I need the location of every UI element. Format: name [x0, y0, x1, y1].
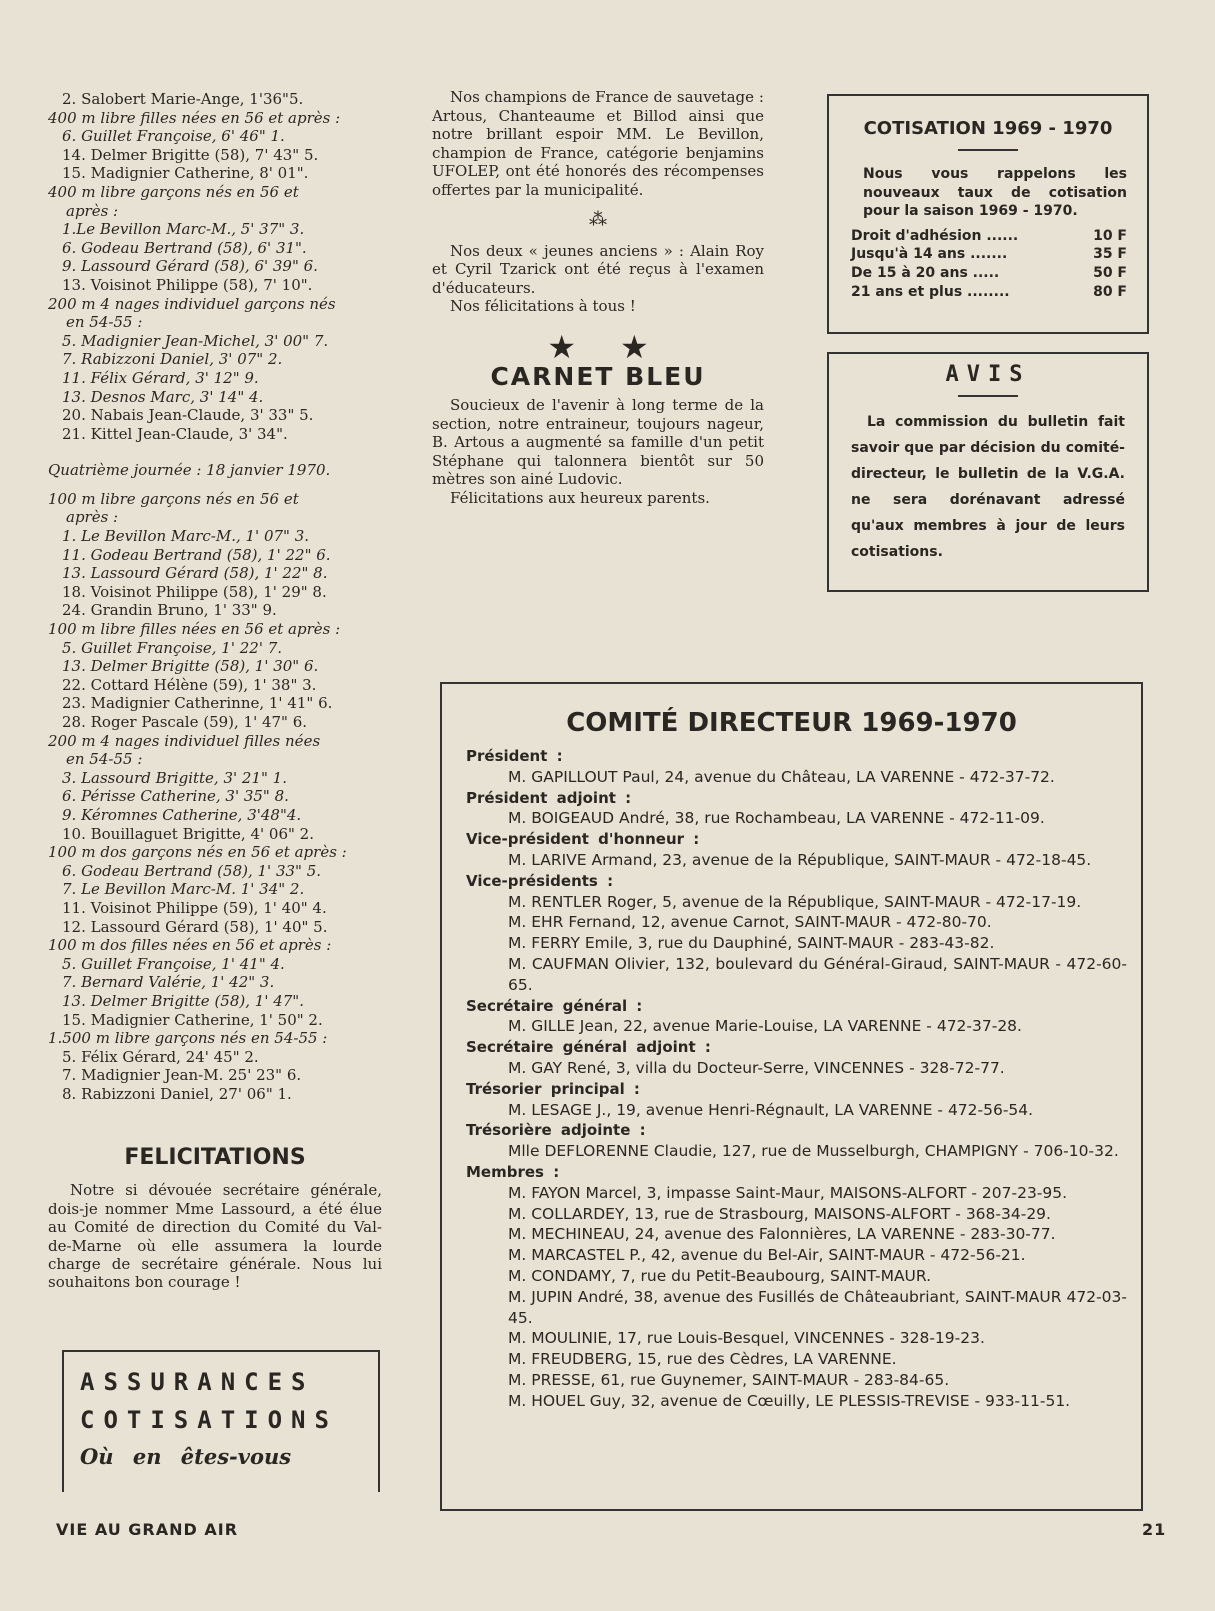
assurances-line3: Où en êtes-vous [80, 1444, 292, 1469]
comite-role: Trésorière adjointe : [466, 1121, 646, 1140]
result-line: 28. Roger Pascale (59), 1' 47" 6. [62, 713, 308, 731]
comite-member: M. MOULINIE, 17, rue Louis-Besquel, VINCENNES - 328-19-23. [508, 1329, 985, 1348]
divider [958, 149, 1018, 151]
result-line: 7. Rabizzoni Daniel, 3' 07" 2. [62, 350, 283, 369]
comite-member: M. FAYON Marcel, 3, impasse Saint-Maur, MAISONS-ALFORT - 207-23-95. [508, 1183, 1068, 1202]
result-line: 15. Madignier Catherine, 8' 01". [62, 164, 309, 183]
comite-member: M. MARCASTEL P., 42, avenue du Bel-Air, SAINT-MAUR - 472-56-21. [508, 1246, 1026, 1265]
result-line: 8. Rabizzoni Daniel, 27' 06" 1. [62, 1084, 292, 1103]
rate-value: 10 F [1093, 227, 1127, 244]
result-line: 2. Salobert Marie-Ange, 1'36"5. [62, 90, 304, 108]
assurances-line2: COTISATIONS [80, 1406, 338, 1434]
comite-member: M. FERRY Emile, 3, rue du Dauphiné, SAINT-MAUR - 283-43-82. [508, 934, 995, 953]
result-line: 10. Bouillaguet Brigitte, 4' 06" 2. [62, 824, 314, 843]
comite-role: Membres : [466, 1162, 560, 1181]
journee-heading: Quatrième journée : 18 janvier 1970. [48, 461, 331, 480]
rate-row [851, 264, 1127, 283]
result-line: 14. Delmer Brigitte (58), 7' 43" 5. [62, 145, 319, 164]
felicitations-title: FELICITATIONS [124, 1145, 306, 1170]
comite-member: Mlle DEFLORENNE Claudie, 127, rue de Musselburgh, CHAMPIGNY - 706-10-32. [508, 1142, 1119, 1161]
comite-role: Vice-présidents : [466, 871, 614, 890]
comite-member: M. GILLE Jean, 22, avenue Marie-Louise, LA VARENNE - 472-37-28. [508, 1017, 1022, 1036]
result-line: 23. Madignier Catherinne, 1' 41" 6. [62, 694, 333, 713]
result-line: 13. Desnos Marc, 3' 14" 4. [62, 387, 264, 406]
comite-member: M. COLLARDEY, 13, rue de Strasbourg, MAISONS-ALFORT - 368-34-29. [508, 1204, 1051, 1223]
rate-value: 50 F [1093, 265, 1127, 282]
champions-paragraph: Nos champions de France de sauvetage : Artous, Chanteaume et Billod ainsi que notre brillant espoir MM. Le Bevillon, champion de France, catégorie benjamins UFOLEP, ont été honorés des récompenses offertes par la municipalité. [432, 88, 764, 199]
carnet-bleu-paragraph: Soucieux de l'avenir à long terme de la section, notre entraineur, toujours nageur, B. Artous a augmenté sa famille d'un petit Stéphane qui talonnera bientôt sur 50 mètres son ainé Ludovic. [432, 396, 764, 488]
comite-role: Président adjoint : [466, 788, 632, 807]
result-line: 5. Guillet Françoise, 1' 41" 4. [62, 954, 285, 973]
middle-column [432, 88, 764, 507]
avis-box [827, 352, 1149, 592]
comite-member: M. GAY René, 3, villa du Docteur-Serre, VINCENNES - 328-72-77. [508, 1058, 1005, 1077]
result-line: 6. Godeau Bertrand (58), 1' 33" 5. [62, 861, 322, 880]
result-line: 200 m 4 nages individuel garçons nés [48, 294, 336, 313]
result-line: 21. Kittel Jean-Claude, 3' 34". [62, 424, 288, 443]
rate-value: 35 F [1093, 246, 1127, 263]
felicitations-section [48, 1145, 382, 1292]
rate-row [851, 245, 1127, 264]
rate-label: Droit d'adhésion ...... [851, 227, 1019, 244]
results-column [48, 90, 380, 1103]
heureux-parents: Félicitations aux heureux parents. [450, 488, 710, 507]
result-line: 3. Lassourd Brigitte, 3' 21" 1. [62, 768, 287, 787]
result-line: 13. Delmer Brigitte (58), 1' 30" 6. [62, 657, 319, 676]
result-line: 5. Félix Gérard, 24' 45" 2. [62, 1047, 259, 1066]
comite-member: M. RENTLER Roger, 5, avenue de la République, SAINT-MAUR - 472-17-19. [508, 892, 1082, 911]
rate-row [851, 227, 1127, 246]
result-line: 1. Le Bevillon Marc-M., 1' 07" 3. [62, 527, 310, 546]
result-line: 100 m dos garçons nés en 56 et après : [48, 843, 347, 862]
result-line: 9. Lassourd Gérard (58), 6' 39" 6. [62, 257, 318, 276]
result-line: 6. Périsse Catherine, 3' 35" 8. [62, 787, 289, 806]
comite-member: M. CAUFMAN Olivier, 132, boulevard du Général-Giraud, SAINT-MAUR - 472-60-65. [508, 954, 1127, 994]
result-line: en 54-55 : [66, 750, 143, 769]
comite-member: M. MECHINEAU, 24, avenue des Falonnières, LA VARENNE - 283-30-77. [508, 1225, 1056, 1244]
page-number: 21 [1142, 1520, 1167, 1539]
avis-title: AVIS [945, 362, 1031, 387]
comite-role: Secrétaire général : [466, 996, 643, 1015]
comite-member: M. LARIVE Armand, 23, avenue de la République, SAINT-MAUR - 472-18-45. [508, 850, 1092, 869]
rate-value: 80 F [1093, 283, 1127, 300]
comite-member: M. JUPIN André, 38, avenue des Fusillés de Châteaubriant, SAINT-MAUR 472-03-45. [508, 1287, 1127, 1327]
result-line: 100 m libre garçons nés en 56 et [48, 489, 299, 508]
comite-member: M. LESAGE J., 19, avenue Henri-Régnault, LA VARENNE - 472-56-54. [508, 1100, 1034, 1119]
result-line: 15. Madignier Catherine, 1' 50" 2. [62, 1010, 323, 1029]
result-line: après : [66, 508, 119, 527]
comite-member: M. PRESSE, 61, rue Guynemer, SAINT-MAUR - 283-84-65. [508, 1370, 950, 1389]
footer-magazine-name: VIE AU GRAND AIR [56, 1520, 239, 1539]
comite-role: Secrétaire général adjoint : [466, 1038, 711, 1057]
stars-icon: ★★ [547, 327, 693, 366]
comite-title: COMITÉ DIRECTEUR 1969-1970 [566, 708, 1017, 738]
result-line: 11. Godeau Bertrand (58), 1' 22" 6. [62, 545, 331, 564]
avis-text: La commission du bulletin fait savoir que par décision du comité-directeur, le bulletin de la V.G.A. ne sera dorénavant adressé qu'aux membres à jour de leurs cotisations. [851, 414, 1125, 560]
result-line: 400 m libre garçons nés en 56 et [48, 182, 299, 201]
result-line: 1.500 m libre garçons nés en 54-55 : [48, 1029, 328, 1048]
comite-member: M. HOUEL Guy, 32, avenue de Cœuilly, LE PLESSIS-TREVISE - 933-11-51. [508, 1391, 1071, 1410]
comite-role: Vice-président d'honneur : [466, 830, 700, 849]
rate-label: 21 ans et plus ........ [851, 283, 1010, 300]
result-line: 13. Lassourd Gérard (58), 1' 22" 8. [62, 564, 328, 583]
result-line: 24. Grandin Bruno, 1' 33" 9. [62, 601, 277, 620]
result-line: 5. Guillet Françoise, 1' 22' 7. [62, 638, 283, 657]
cotisation-title: COTISATION 1969 - 1970 [863, 118, 1113, 139]
comite-role: Trésorier principal : [466, 1079, 640, 1098]
result-line: 7. Le Bevillon Marc-M. 1' 34" 2. [62, 880, 305, 899]
results-top-list [48, 90, 380, 443]
result-line: 7. Madignier Jean-M. 25' 23" 6. [62, 1066, 302, 1085]
result-line: 1.Le Bevillon Marc-M., 5' 37" 3. [62, 220, 305, 239]
assurances-box [62, 1350, 380, 1492]
rate-label: De 15 à 20 ans ..... [851, 265, 1000, 282]
cotisation-box [827, 94, 1149, 334]
cotisation-text: Nous vous rappelons les nouveaux taux de cotisation pour la saison 1969 - 1970. [863, 166, 1127, 219]
comite-member: M. CONDAMY, 7, rue du Petit-Beaubourg, SAINT-MAUR. [508, 1266, 932, 1285]
felicitations-text: Notre si dévouée secrétaire générale, dois-je nommer Mme Lassourd, a été élue au Comité de direction du Comité du Val-de-Marne où elle assumera la lourde charge de secrétaire générale. Nous lui souhaitons bon courage ! [48, 1181, 382, 1292]
result-line: 11. Félix Gérard, 3' 12" 9. [62, 368, 259, 387]
cotisation-rates [829, 221, 1147, 302]
result-line: 13. Delmer Brigitte (58), 1' 47". [62, 991, 304, 1010]
comite-list [442, 746, 1141, 1412]
felicitations-tous: Nos félicitations à tous ! [450, 297, 636, 315]
result-line: 6. Guillet Françoise, 6' 46" 1. [62, 127, 285, 146]
result-line: après : [66, 201, 119, 220]
result-line: 400 m libre filles nées en 56 et après : [48, 108, 341, 127]
asterism-icon: ⁂ [589, 209, 607, 230]
rate-row [851, 283, 1127, 302]
carnet-bleu-title: CARNET BLEU [490, 361, 706, 391]
results-bottom-list [48, 490, 380, 1104]
result-line: 9. Kéromnes Catherine, 3'48"4. [62, 805, 302, 824]
result-line: 18. Voisinot Philippe (58), 1' 29" 8. [62, 582, 327, 601]
result-line: 22. Cottard Hélène (59), 1' 38" 3. [62, 675, 317, 694]
divider [958, 395, 1018, 397]
result-line: 7. Bernard Valérie, 1' 42" 3. [62, 973, 275, 992]
rate-label: Jusqu'à 14 ans ....... [851, 246, 1008, 263]
comite-directeur-box [440, 682, 1143, 1511]
result-line: 5. Madignier Jean-Michel, 3' 00" 7. [62, 331, 329, 350]
comite-member: M. BOIGEAUD André, 38, rue Rochambeau, LA VARENNE - 472-11-09. [508, 809, 1045, 828]
result-line: 13. Voisinot Philippe (58), 7' 10". [62, 275, 313, 294]
comite-member: M. FREUDBERG, 15, rue des Cèdres, LA VARENNE. [508, 1350, 897, 1369]
comite-role: Président : [466, 747, 563, 765]
result-line: 6. Godeau Bertrand (58), 6' 31". [62, 238, 307, 257]
result-line: 12. Lassourd Gérard (58), 1' 40" 5. [62, 917, 328, 936]
result-line: 20. Nabais Jean-Claude, 3' 33" 5. [62, 406, 314, 425]
comite-member: M. EHR Fernand, 12, avenue Carnot, SAINT-MAUR - 472-80-70. [508, 913, 992, 932]
jeunes-anciens-paragraph: Nos deux « jeunes anciens » : Alain Roy et Cyril Tzarick ont été reçus à l'examen d'éducateurs. [432, 241, 764, 297]
result-line: 200 m 4 nages individuel filles nées [48, 731, 321, 750]
result-line: en 54-55 : [66, 313, 143, 332]
result-line: 100 m dos filles nées en 56 et après : [48, 936, 332, 955]
result-line: 100 m libre filles nées en 56 et après : [48, 620, 341, 639]
assurances-line1: ASSURANCES [80, 1368, 315, 1396]
result-line: 11. Voisinot Philippe (59), 1' 40" 4. [62, 898, 327, 917]
comite-member: M. GAPILLOUT Paul, 24, avenue du Château, LA VARENNE - 472-37-72. [508, 767, 1055, 786]
